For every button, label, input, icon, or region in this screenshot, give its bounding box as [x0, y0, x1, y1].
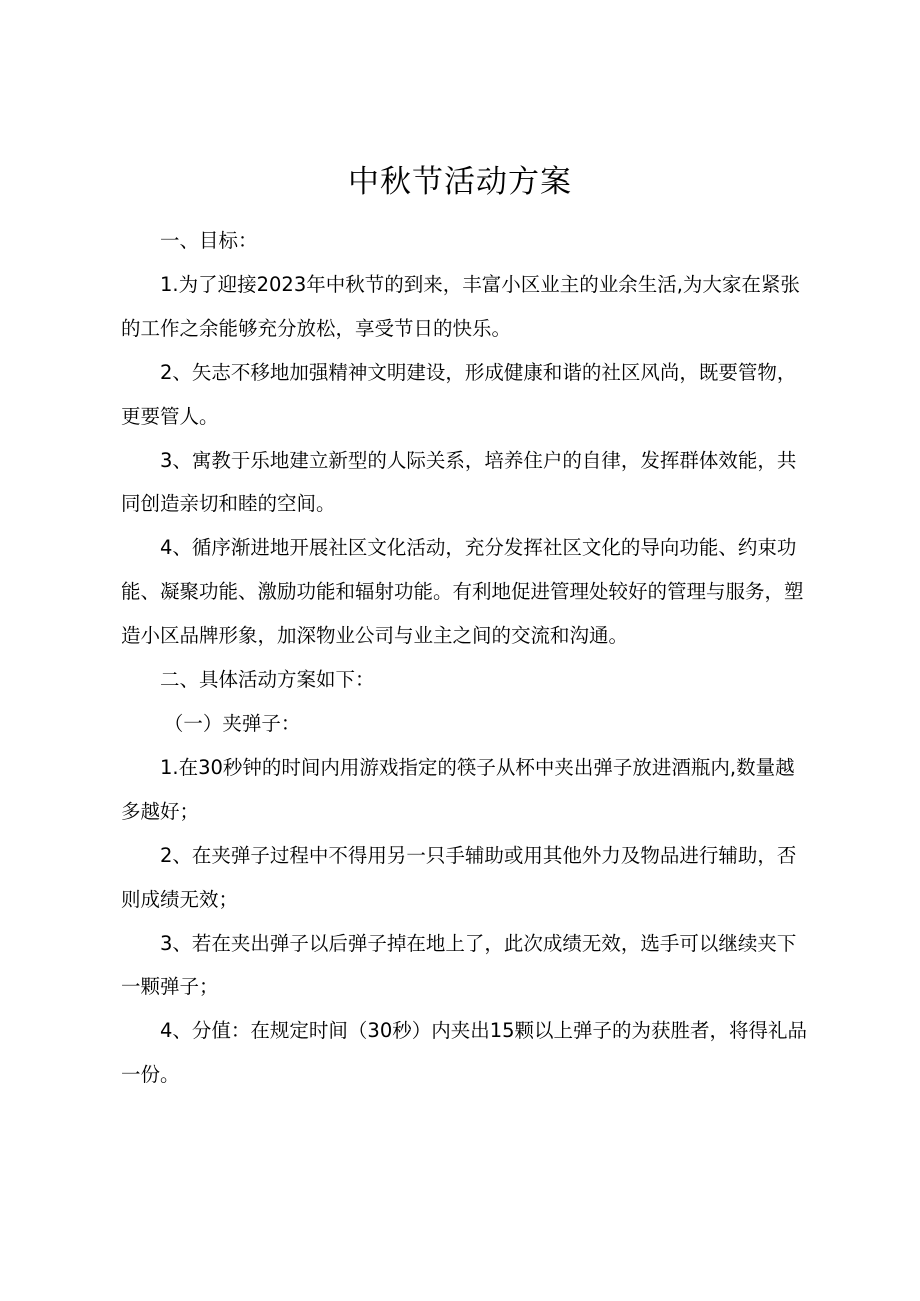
rule-item-4: 4、分值：在规定时间（30秒）内夹出15颗以上弹子的为获胜者，将得礼品一份。: [121, 1019, 808, 1087]
rule-item-1: 1.在30秒钟的时间内用游戏指定的筷子从杯中夹出弹子放进酒瓶内,数量越多越好；: [121, 755, 795, 823]
rule-item-3: 3、若在夹出弹子以后弹子掉在地上了，此次成绩无效，选手可以继续夹下一颗弹子；: [121, 931, 797, 999]
document-title: 中秋节活动方案: [348, 164, 572, 200]
section-heading-goals: 一、目标：: [160, 229, 258, 252]
goal-item-3: 3、寓教于乐地建立新型的人际关系，培养住户的自律，发挥群体效能，共同创造亲切和睦的空间。: [121, 448, 797, 516]
document-body: [121, 219, 811, 1097]
subsection-heading-marbles: （一）夹弹子：: [163, 711, 301, 735]
section-heading-plan: 二、具体活动方案如下：: [160, 668, 375, 692]
rule-item-2: 2、在夹弹子过程中不得用另一只手辅助或用其他外力及物品进行辅助，否则成绩无效；: [121, 843, 797, 911]
goal-item-4: 4、循序渐进地开展社区文化活动，充分发挥社区文化的导向功能、约束功能、凝聚功能、激励功能和辐射功能。有利地促进管理处较好的管理与服务，塑造小区品牌形象，加深物业公司与业主之间的交流和沟通。: [121, 536, 804, 648]
goal-item-1: 1.为了迎接2023年中秋节的到来，丰富小区业主的业余生活,为大家在紧张的工作之余能够充分放松，享受节日的快乐。: [121, 272, 800, 340]
goal-item-2: 2、矢志不移地加强精神文明建设，形成健康和谐的社区风尚，既要管物，更要管人。: [121, 360, 797, 428]
